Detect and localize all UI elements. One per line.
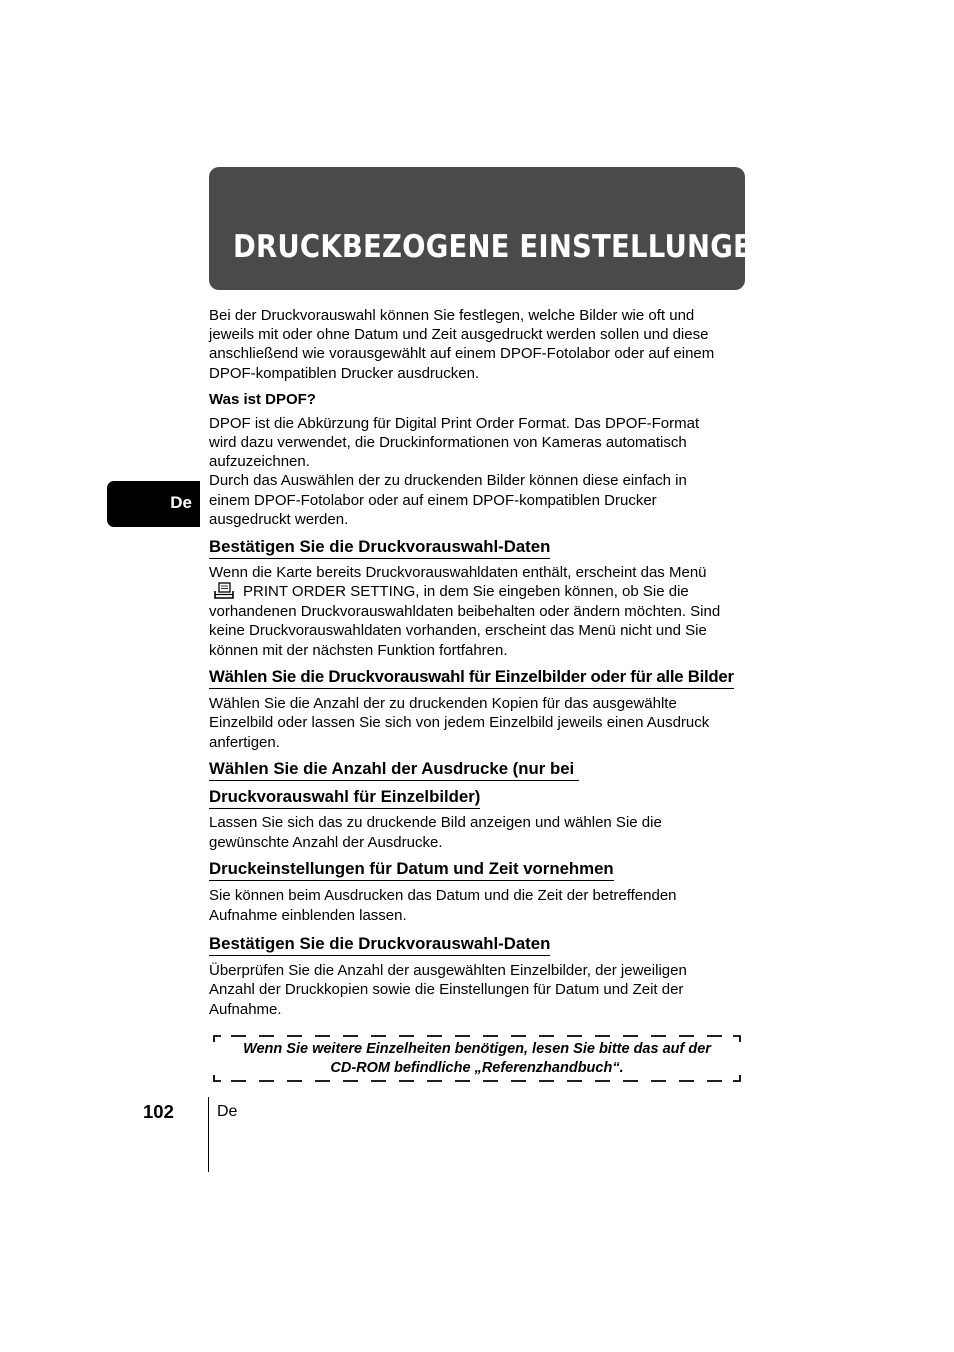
- dpof-line: aufzuzeichnen.: [209, 453, 310, 470]
- footer-divider: [208, 1097, 209, 1172]
- section-line: Wenn die Karte bereits Druckvorauswahldaten enthält, erscheint das Menü: [209, 564, 707, 581]
- section-heading: Druckeinstellungen für Datum und Zeit vornehmen: [209, 859, 614, 881]
- notice-text: [213, 1040, 741, 1078]
- section-line: Aufnahme.: [209, 1001, 282, 1018]
- footer-language: De: [217, 1103, 238, 1120]
- section-heading-text: Wählen Sie die Anzahl der Ausdrucke (nur bei: [209, 759, 575, 778]
- section-heading: Bestätigen Sie die Druckvorauswahl-Daten: [209, 537, 550, 559]
- section-line: Überprüfen Sie die Anzahl der ausgewählten Einzelbilder, der jeweiligen: [209, 962, 687, 979]
- section-line: Anzahl der Druckkopien sowie die Einstellungen für Datum und Zeit der: [209, 981, 684, 998]
- title-banner: [209, 167, 776, 290]
- section-line: vorhandenen Druckvorauswahldaten beibehalten oder ändern möchten. Sind: [209, 603, 721, 620]
- section-line: Aufnahme einblenden lassen.: [209, 907, 407, 924]
- page-number: 102: [143, 1101, 174, 1122]
- intro-line: jeweils mit oder ohne Datum und Zeit ausgedruckt werden sollen und diese: [209, 326, 709, 343]
- page-title: DRUCKBEZOGENE EINSTELLUNGEN: [233, 229, 776, 265]
- dpof-heading: Was ist DPOF?: [209, 391, 316, 408]
- print-order-setting-text: PRINT ORDER SETTING, in dem Sie eingeben können, ob Sie die: [243, 583, 689, 600]
- dpof-line: ausgedruckt werden.: [209, 511, 349, 528]
- intro-line: Bei der Druckvorauswahl können Sie festlegen, welche Bilder wie oft und: [209, 307, 695, 324]
- notice-line: CD-ROM befindliche „Referenzhandbuch“.: [330, 1060, 624, 1077]
- section-line: können mit der nächsten Funktion fortfahren.: [209, 642, 508, 659]
- language-tab-label: De: [170, 493, 192, 512]
- dpof-line: wird dazu verwendet, die Druckinformationen von Kameras automatisch: [209, 434, 687, 451]
- section-heading: Druckvorauswahl für Einzelbilder): [209, 787, 480, 809]
- section-line: Wählen Sie die Anzahl der zu druckenden Kopien für das ausgewählte: [209, 695, 677, 712]
- intro-line: DPOF-kompatiblen Drucker ausdrucken.: [209, 365, 480, 382]
- section-line: gewünschte Anzahl der Ausdrucke.: [209, 834, 443, 851]
- section-heading: Wählen Sie die Druckvorauswahl für Einzelbilder oder für alle Bilder: [209, 667, 734, 689]
- section-heading: [209, 759, 579, 781]
- dpof-line: DPOF ist die Abkürzung für Digital Print Order Format. Das DPOF-Format: [209, 415, 700, 432]
- language-tab: [107, 481, 200, 527]
- intro-line: anschließend wie vorausgewählt auf einem DPOF-Fotolabor oder auf einem: [209, 345, 715, 362]
- section-line: anfertigen.: [209, 734, 280, 751]
- dpof-line: einem DPOF-Fotolabor oder auf einem DPOF-kompatiblen Drucker: [209, 492, 657, 509]
- reference-notice: [213, 1035, 741, 1082]
- dpof-line: Durch das Auswählen der zu druckenden Bilder können diese einfach in: [209, 472, 687, 489]
- section-line: Einzelbild oder lassen Sie sich von jedem Einzelbild jeweils einen Ausdruck: [209, 714, 710, 731]
- section-line: keine Druckvorauswahldaten vorhanden, erscheint das Menü nicht und Sie: [209, 622, 707, 639]
- section-line: Lassen Sie sich das zu druckende Bild anzeigen und wählen Sie die: [209, 814, 662, 831]
- print-order-icon: [213, 582, 235, 599]
- section-line: Sie können beim Ausdrucken das Datum und die Zeit der betreffenden: [209, 887, 677, 904]
- section-line-with-icon: [209, 582, 689, 601]
- section-heading: Bestätigen Sie die Druckvorauswahl-Daten: [209, 934, 550, 956]
- notice-line: Wenn Sie weitere Einzelheiten benötigen, lesen Sie bitte das auf der: [243, 1041, 711, 1057]
